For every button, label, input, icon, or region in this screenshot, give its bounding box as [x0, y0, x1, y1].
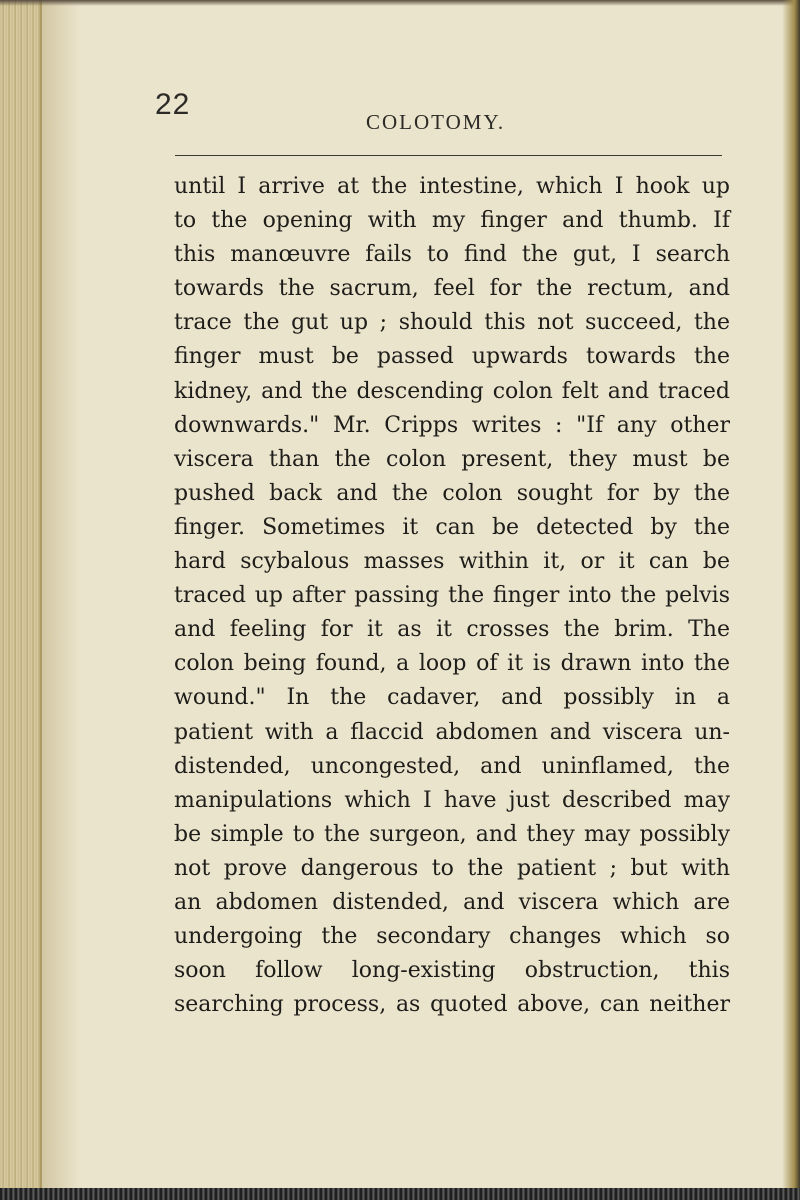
text-line: an abdomen distended, and viscera which are: [174, 889, 730, 915]
body-text: [174, 170, 730, 1022]
text-line: downwards." Mr. Cripps writes : "If any other: [174, 412, 730, 438]
text-line: manipulations which I have just described may: [174, 787, 730, 813]
text-line: to the opening with my finger and thumb. If: [174, 208, 730, 234]
text-line: kidney, and the descending colon felt and traced: [174, 378, 730, 404]
text-line: and feeling for it as it crosses the brim. The: [174, 617, 730, 643]
text-line: distended, uncongested, and uninflamed, the: [174, 753, 730, 779]
book-binding: [0, 0, 42, 1200]
text-line: until I arrive at the intestine, which I hook up: [174, 174, 730, 199]
text-line: be simple to the surgeon, and they may possibly: [174, 821, 730, 847]
page-number: 22: [155, 88, 191, 121]
right-page-edge: [782, 0, 800, 1200]
text-line: hard scybalous masses within it, or it can be: [174, 549, 730, 575]
text-line: pushed back and the colon sought for by the: [174, 480, 730, 506]
gutter-shadow: [40, 0, 80, 1200]
running-title: COLOTOMY.: [366, 110, 506, 134]
top-page-edge: [0, 0, 800, 6]
text-line: traced up after passing the finger into the pelvis: [174, 583, 730, 609]
text-line: finger. Sometimes it can be detected by the: [174, 514, 730, 540]
text-line: towards the sacrum, feel for the rectum, and: [174, 276, 730, 302]
bottom-page-edge: [0, 1188, 800, 1200]
text-line: finger must be passed upwards towards the: [174, 344, 730, 370]
text-line: colon being found, a loop of it is drawn into the: [174, 651, 730, 677]
text-line: patient with a flaccid abdomen and viscera un-: [174, 719, 730, 745]
text-line: undergoing the secondary changes which so: [174, 924, 730, 950]
text-line: wound." In the cadaver, and possibly in a: [174, 685, 730, 711]
text-line: not prove dangerous to the patient ; but with: [174, 855, 730, 881]
text-line: searching process, as quoted above, can neither: [174, 992, 730, 1018]
text-line: trace the gut up ; should this not succeed, the: [174, 310, 730, 336]
text-line: soon follow long-existing obstruction, this: [174, 958, 730, 984]
header-rule: [175, 155, 722, 156]
text-line: this manœuvre fails to find the gut, I search: [174, 242, 730, 268]
text-line: viscera than the colon present, they must be: [174, 446, 730, 472]
